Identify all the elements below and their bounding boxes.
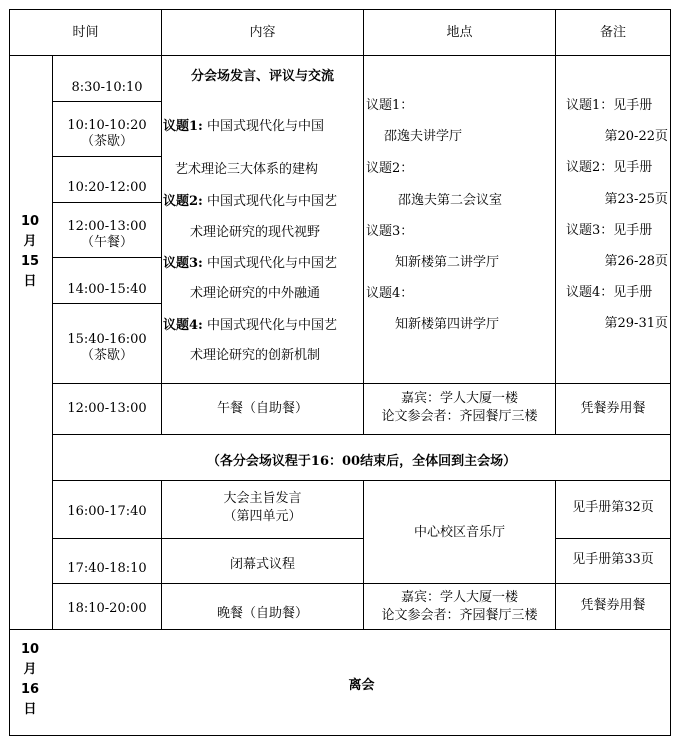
day1-date: 10 月 15 日 <box>20 214 40 289</box>
location-3: 知新楼第二讲学厅 <box>395 255 500 270</box>
dinner-note: 凭餐券用餐 <box>580 598 646 613</box>
lunch-location-authors: 论文参会者：齐园餐厅三楼 <box>381 409 538 424</box>
location-1: 邵逸夫讲学厅 <box>384 129 463 144</box>
note-2-pages: 第23-25页 <box>604 192 668 207</box>
keynote-title: 大会主旨发言 <box>223 491 302 506</box>
time-slot-2-sub: （茶歇） <box>80 134 133 149</box>
topic-2: 议题2: 中国式现代化与中国艺 <box>163 194 338 209</box>
time-slot-4-sub: （午餐） <box>80 235 133 250</box>
note-2: 议题2：见手册 <box>566 160 653 175</box>
topic-1: 议题1: 中国式现代化与中国 <box>163 119 325 134</box>
time-slot-4: 12:00-13:00 <box>67 219 147 234</box>
location-3-label: 议题3： <box>366 224 414 239</box>
lunch-content: 午餐（自助餐） <box>216 401 308 416</box>
note-3-pages: 第26-28页 <box>604 254 668 269</box>
time-slot-6-sub: （茶歇） <box>80 348 133 363</box>
topic-3: 议题3: 中国式现代化与中国艺 <box>163 256 338 271</box>
lunch-location-guests: 嘉宾：学人大厦一楼 <box>400 391 518 406</box>
header-time: 时间 <box>72 25 99 40</box>
dinner-location-authors: 论文参会者：齐园餐厅三楼 <box>381 608 538 623</box>
time-slot-6: 15:40-16:00 <box>67 332 147 347</box>
location-4: 知新楼第四讲学厅 <box>395 317 500 332</box>
note-3: 议题3：见手册 <box>566 223 653 238</box>
lunch-note: 凭餐券用餐 <box>580 401 646 416</box>
topic-2-line2: 术理论研究的现代视野 <box>190 225 321 240</box>
dinner-content: 晚餐（自助餐） <box>216 606 308 621</box>
location-2: 邵逸夫第二会议室 <box>398 193 503 208</box>
time-slot-2: 10:10-10:20 <box>67 118 147 133</box>
topic-1-line2: 艺术理论三大体系的建构 <box>175 162 319 177</box>
closing-content: 闭幕式议程 <box>229 557 295 572</box>
session-title: 分会场发言、评议与交流 <box>190 69 334 84</box>
note-1-pages: 第20-22页 <box>604 129 668 144</box>
note-1: 议题1：见手册 <box>566 98 653 113</box>
keynote-unit: （第四单元） <box>223 509 302 524</box>
departure: 离会 <box>348 678 375 693</box>
time-slot-1: 8:30-10:10 <box>71 80 143 95</box>
note-4-pages: 第29-31页 <box>604 316 668 331</box>
location-2-label: 议题2： <box>366 161 414 176</box>
header-note: 备注 <box>599 25 626 40</box>
dinner-time: 18:10-20:00 <box>67 601 147 616</box>
note-4: 议题4：见手册 <box>566 285 653 300</box>
topic-3-line2: 术理论研究的中外融通 <box>190 286 321 301</box>
topic-4: 议题4: 中国式现代化与中国艺 <box>163 318 338 333</box>
location-1-label: 议题1： <box>366 98 414 113</box>
hall-location: 中心校区音乐厅 <box>413 525 505 540</box>
lunch-time: 12:00-13:00 <box>67 401 147 416</box>
time-slot-5: 14:00-15:40 <box>67 282 147 297</box>
location-4-label: 议题4： <box>366 286 414 301</box>
topic-4-line2: 术理论研究的创新机制 <box>190 348 321 363</box>
closing-time: 17:40-18:10 <box>67 561 147 576</box>
keynote-note: 见手册第32页 <box>572 500 654 515</box>
day2-date: 10 月 16 日 <box>20 642 40 717</box>
notice: （各分会场议程于16：00结束后，全体回到主会场） <box>206 454 517 469</box>
header-content: 内容 <box>249 25 276 40</box>
time-slot-3: 10:20-12:00 <box>67 180 147 195</box>
closing-note: 见手册第33页 <box>572 552 654 567</box>
header-location: 地点 <box>446 25 473 40</box>
keynote-time: 16:00-17:40 <box>67 504 147 519</box>
dinner-location-guests: 嘉宾：学人大厦一楼 <box>400 590 518 605</box>
